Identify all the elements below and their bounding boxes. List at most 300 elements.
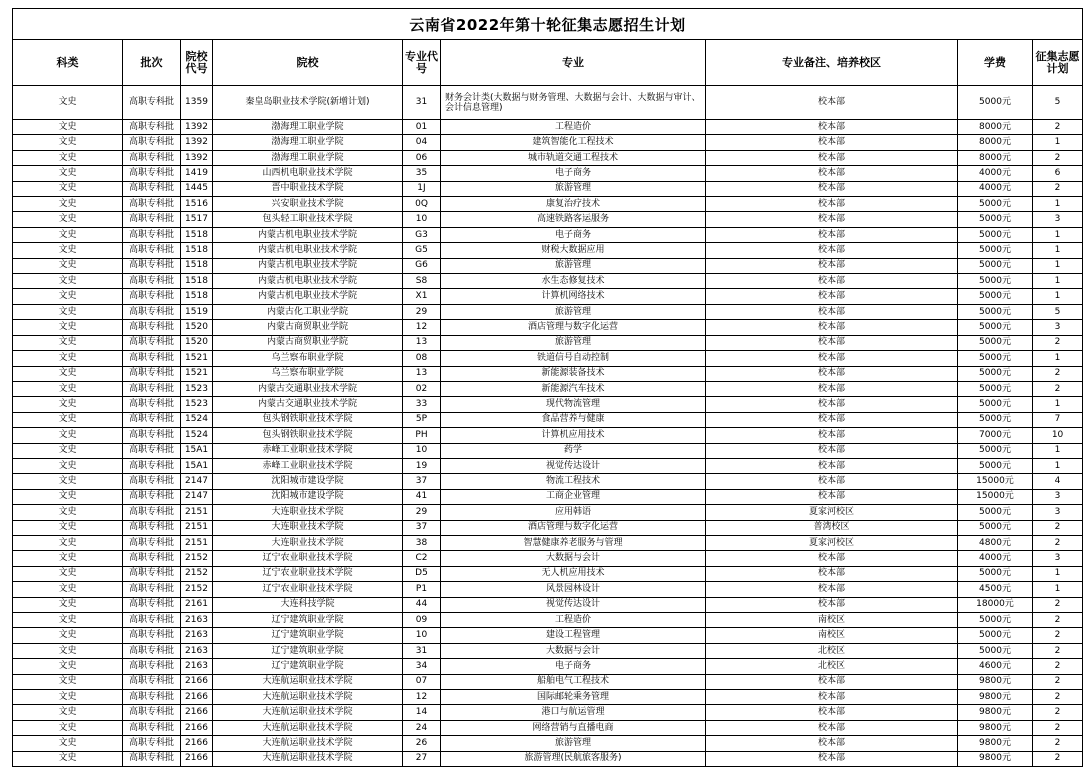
cell-batch: 高职专科批 [123, 705, 181, 720]
cell-note: 校本部 [706, 258, 958, 273]
cell-note: 校本部 [706, 458, 958, 473]
cell-major-code: 37 [403, 474, 441, 489]
cell-major: 水生态修复技术 [441, 274, 706, 289]
table-row [13, 505, 1083, 520]
cell-school-code: 2166 [181, 736, 213, 751]
cell-school-code: 2166 [181, 690, 213, 705]
cell-note: 校本部 [706, 705, 958, 720]
cell-batch: 高职专科批 [123, 720, 181, 735]
cell-school: 大连职业技术学院 [213, 505, 403, 520]
header-row [13, 40, 1083, 86]
cell-major: 无人机应用技术 [441, 566, 706, 581]
cell-major: 药学 [441, 443, 706, 458]
cell-major-code: 44 [403, 597, 441, 612]
cell-plan: 2 [1033, 535, 1083, 550]
cell-batch: 高职专科批 [123, 166, 181, 181]
cell-major-code: 41 [403, 489, 441, 504]
cell-note: 校本部 [706, 474, 958, 489]
cell-school-code: 1523 [181, 397, 213, 412]
cell-tuition: 5000元 [958, 366, 1033, 381]
cell-major-code: 31 [403, 86, 441, 120]
cell-note: 校本部 [706, 674, 958, 689]
cell-batch: 高职专科批 [123, 258, 181, 273]
cell-major-code: 29 [403, 304, 441, 319]
cell-category: 文史 [13, 381, 123, 396]
cell-note: 校本部 [706, 582, 958, 597]
cell-batch: 高职专科批 [123, 474, 181, 489]
cell-school: 渤海理工职业学院 [213, 135, 403, 150]
cell-tuition: 5000元 [958, 443, 1033, 458]
cell-plan: 2 [1033, 643, 1083, 658]
cell-plan: 2 [1033, 628, 1083, 643]
cell-note: 南校区 [706, 628, 958, 643]
cell-plan: 2 [1033, 705, 1083, 720]
cell-major: 工程造价 [441, 613, 706, 628]
cell-plan: 2 [1033, 613, 1083, 628]
cell-major: 电子商务 [441, 227, 706, 242]
cell-category: 文史 [13, 86, 123, 120]
table-row [13, 489, 1083, 504]
cell-school-code: 1516 [181, 197, 213, 212]
table-row [13, 304, 1083, 319]
cell-note: 校本部 [706, 212, 958, 227]
cell-tuition: 5000元 [958, 197, 1033, 212]
cell-plan: 3 [1033, 320, 1083, 335]
cell-batch: 高职专科批 [123, 566, 181, 581]
table-row [13, 566, 1083, 581]
cell-plan: 2 [1033, 751, 1083, 766]
cell-plan: 1 [1033, 566, 1083, 581]
cell-plan: 1 [1033, 397, 1083, 412]
cell-major-code: 08 [403, 351, 441, 366]
cell-school-code: 1392 [181, 120, 213, 135]
cell-school-code: 2166 [181, 720, 213, 735]
cell-category: 文史 [13, 458, 123, 473]
cell-plan: 2 [1033, 120, 1083, 135]
cell-major: 计算机应用技术 [441, 428, 706, 443]
cell-plan: 3 [1033, 489, 1083, 504]
cell-tuition: 18000元 [958, 597, 1033, 612]
cell-tuition: 5000元 [958, 227, 1033, 242]
cell-school: 赤峰工业职业技术学院 [213, 443, 403, 458]
cell-category: 文史 [13, 720, 123, 735]
cell-batch: 高职专科批 [123, 366, 181, 381]
cell-category: 文史 [13, 628, 123, 643]
header-school: 院校 [213, 40, 403, 86]
cell-school-code: 2166 [181, 751, 213, 766]
cell-batch: 高职专科批 [123, 335, 181, 350]
cell-batch: 高职专科批 [123, 613, 181, 628]
cell-plan: 1 [1033, 243, 1083, 258]
cell-school-code: 2161 [181, 597, 213, 612]
cell-batch: 高职专科批 [123, 443, 181, 458]
cell-school: 大连科技学院 [213, 597, 403, 612]
cell-school: 内蒙古机电职业技术学院 [213, 227, 403, 242]
cell-major-code: PH [403, 428, 441, 443]
cell-batch: 高职专科批 [123, 458, 181, 473]
table-row [13, 166, 1083, 181]
cell-tuition: 4000元 [958, 551, 1033, 566]
cell-major: 酒店管理与数字化运营 [441, 320, 706, 335]
header-tuition: 学费 [958, 40, 1033, 86]
cell-category: 文史 [13, 181, 123, 196]
cell-category: 文史 [13, 582, 123, 597]
cell-category: 文史 [13, 366, 123, 381]
cell-school: 内蒙古机电职业技术学院 [213, 289, 403, 304]
cell-major: 工程造价 [441, 120, 706, 135]
cell-major: 船舶电气工程技术 [441, 674, 706, 689]
cell-major-code: 37 [403, 520, 441, 535]
cell-batch: 高职专科批 [123, 243, 181, 258]
cell-category: 文史 [13, 351, 123, 366]
cell-plan: 1 [1033, 289, 1083, 304]
cell-major-code: G6 [403, 258, 441, 273]
cell-plan: 1 [1033, 135, 1083, 150]
cell-major: 旅游管理 [441, 335, 706, 350]
cell-plan: 2 [1033, 736, 1083, 751]
cell-school: 乌兰察布职业学院 [213, 366, 403, 381]
cell-category: 文史 [13, 428, 123, 443]
cell-category: 文史 [13, 150, 123, 165]
cell-plan: 2 [1033, 520, 1083, 535]
cell-plan: 7 [1033, 412, 1083, 427]
table-row [13, 535, 1083, 550]
cell-batch: 高职专科批 [123, 428, 181, 443]
cell-batch: 高职专科批 [123, 120, 181, 135]
cell-school: 大连航运职业技术学院 [213, 751, 403, 766]
cell-tuition: 5000元 [958, 381, 1033, 396]
cell-plan: 2 [1033, 150, 1083, 165]
cell-major-code: 35 [403, 166, 441, 181]
cell-note: 校本部 [706, 736, 958, 751]
cell-school-code: 2151 [181, 535, 213, 550]
cell-major-code: 34 [403, 659, 441, 674]
table-row [13, 135, 1083, 150]
cell-tuition: 9800元 [958, 751, 1033, 766]
table-row [13, 551, 1083, 566]
cell-batch: 高职专科批 [123, 643, 181, 658]
cell-plan: 2 [1033, 366, 1083, 381]
cell-category: 文史 [13, 643, 123, 658]
cell-major-code: 12 [403, 320, 441, 335]
table-row [13, 181, 1083, 196]
cell-school: 大连航运职业技术学院 [213, 690, 403, 705]
cell-school-code: 2152 [181, 551, 213, 566]
cell-note: 校本部 [706, 289, 958, 304]
header-batch: 批次 [123, 40, 181, 86]
cell-plan: 10 [1033, 428, 1083, 443]
table-row [13, 258, 1083, 273]
table-row [13, 520, 1083, 535]
cell-school-code: 2151 [181, 505, 213, 520]
cell-tuition: 9800元 [958, 720, 1033, 735]
cell-school: 辽宁建筑职业学院 [213, 643, 403, 658]
cell-major: 建筑智能化工程技术 [441, 135, 706, 150]
cell-batch: 高职专科批 [123, 690, 181, 705]
cell-major-code: 10 [403, 443, 441, 458]
cell-batch: 高职专科批 [123, 582, 181, 597]
cell-category: 文史 [13, 227, 123, 242]
cell-school: 大连航运职业技术学院 [213, 674, 403, 689]
cell-tuition: 5000元 [958, 643, 1033, 658]
cell-plan: 3 [1033, 505, 1083, 520]
cell-major-code: 10 [403, 628, 441, 643]
cell-major-code: 13 [403, 366, 441, 381]
cell-school: 大连职业技术学院 [213, 535, 403, 550]
cell-batch: 高职专科批 [123, 551, 181, 566]
cell-category: 文史 [13, 659, 123, 674]
table-row [13, 412, 1083, 427]
cell-batch: 高职专科批 [123, 597, 181, 612]
cell-school-code: 2152 [181, 582, 213, 597]
cell-tuition: 15000元 [958, 489, 1033, 504]
cell-school: 辽宁农业职业技术学院 [213, 566, 403, 581]
cell-major-code: G5 [403, 243, 441, 258]
cell-tuition: 5000元 [958, 304, 1033, 319]
cell-school: 内蒙古交通职业技术学院 [213, 381, 403, 396]
cell-note: 校本部 [706, 597, 958, 612]
header-category: 科类 [13, 40, 123, 86]
cell-batch: 高职专科批 [123, 489, 181, 504]
cell-school: 辽宁建筑职业学院 [213, 659, 403, 674]
cell-plan: 1 [1033, 458, 1083, 473]
cell-major: 视觉传达设计 [441, 458, 706, 473]
cell-plan: 1 [1033, 227, 1083, 242]
cell-tuition: 9800元 [958, 674, 1033, 689]
cell-tuition: 5000元 [958, 243, 1033, 258]
cell-major-code: S8 [403, 274, 441, 289]
cell-school: 内蒙古机电职业技术学院 [213, 243, 403, 258]
cell-plan: 3 [1033, 212, 1083, 227]
cell-major: 物流工程技术 [441, 474, 706, 489]
cell-note: 校本部 [706, 320, 958, 335]
header-school-code: 院校代号 [181, 40, 213, 86]
cell-school-code: 1518 [181, 289, 213, 304]
cell-note: 校本部 [706, 135, 958, 150]
cell-school: 内蒙古商贸职业学院 [213, 320, 403, 335]
cell-category: 文史 [13, 520, 123, 535]
cell-note: 校本部 [706, 227, 958, 242]
cell-note: 校本部 [706, 366, 958, 381]
cell-note: 校本部 [706, 335, 958, 350]
cell-school-code: 15A1 [181, 458, 213, 473]
cell-batch: 高职专科批 [123, 304, 181, 319]
cell-school-code: 1518 [181, 227, 213, 242]
cell-note: 校本部 [706, 443, 958, 458]
cell-tuition: 5000元 [958, 86, 1033, 120]
cell-school-code: 2147 [181, 489, 213, 504]
cell-tuition: 5000元 [958, 412, 1033, 427]
cell-note: 校本部 [706, 120, 958, 135]
cell-plan: 2 [1033, 181, 1083, 196]
cell-school-code: 1523 [181, 381, 213, 396]
cell-major: 旅游管理 [441, 181, 706, 196]
cell-major-code: 31 [403, 643, 441, 658]
cell-tuition: 5000元 [958, 335, 1033, 350]
cell-major-code: 29 [403, 505, 441, 520]
cell-major: 智慧健康养老服务与管理 [441, 535, 706, 550]
table-row [13, 397, 1083, 412]
table-row [13, 335, 1083, 350]
cell-major-code: 19 [403, 458, 441, 473]
cell-batch: 高职专科批 [123, 197, 181, 212]
cell-school: 内蒙古机电职业技术学院 [213, 258, 403, 273]
cell-school-code: 1518 [181, 274, 213, 289]
cell-school: 渤海理工职业学院 [213, 150, 403, 165]
cell-note: 夏家河校区 [706, 505, 958, 520]
table-row [13, 597, 1083, 612]
cell-plan: 2 [1033, 690, 1083, 705]
cell-note: 校本部 [706, 181, 958, 196]
cell-batch: 高职专科批 [123, 381, 181, 396]
table-row [13, 690, 1083, 705]
cell-tuition: 5000元 [958, 505, 1033, 520]
cell-school-code: 1524 [181, 428, 213, 443]
cell-note: 校本部 [706, 690, 958, 705]
cell-major-code: 12 [403, 690, 441, 705]
cell-major: 计算机网络技术 [441, 289, 706, 304]
cell-category: 文史 [13, 166, 123, 181]
cell-note: 校本部 [706, 489, 958, 504]
cell-school-code: 2147 [181, 474, 213, 489]
cell-school-code: 1521 [181, 351, 213, 366]
cell-plan: 2 [1033, 597, 1083, 612]
cell-note: 夏家河校区 [706, 535, 958, 550]
cell-school: 内蒙古化工职业学院 [213, 304, 403, 319]
cell-category: 文史 [13, 289, 123, 304]
cell-batch: 高职专科批 [123, 320, 181, 335]
cell-major: 视觉传达设计 [441, 597, 706, 612]
cell-school-code: 1445 [181, 181, 213, 196]
cell-school: 包头轻工职业技术学院 [213, 212, 403, 227]
cell-school-code: 2151 [181, 520, 213, 535]
cell-school: 大连航运职业技术学院 [213, 720, 403, 735]
table-row [13, 674, 1083, 689]
table-body [13, 86, 1083, 767]
cell-tuition: 8000元 [958, 150, 1033, 165]
cell-category: 文史 [13, 135, 123, 150]
cell-major: 旅游管理(民航旅客服务) [441, 751, 706, 766]
cell-major: 财税大数据应用 [441, 243, 706, 258]
cell-major: 现代物流管理 [441, 397, 706, 412]
cell-school: 乌兰察布职业学院 [213, 351, 403, 366]
cell-major-code: X1 [403, 289, 441, 304]
cell-batch: 高职专科批 [123, 86, 181, 120]
cell-category: 文史 [13, 489, 123, 504]
table-row [13, 212, 1083, 227]
table-row [13, 274, 1083, 289]
cell-batch: 高职专科批 [123, 412, 181, 427]
cell-school-code: 2166 [181, 705, 213, 720]
cell-major: 财务会计类(大数据与财务管理、大数据与会计、大数据与审计、会计信息管理) [441, 86, 706, 120]
table-row [13, 351, 1083, 366]
cell-tuition: 9800元 [958, 705, 1033, 720]
table-row [13, 150, 1083, 165]
cell-plan: 3 [1033, 551, 1083, 566]
table-row [13, 458, 1083, 473]
cell-plan: 2 [1033, 720, 1083, 735]
cell-category: 文史 [13, 320, 123, 335]
cell-category: 文史 [13, 566, 123, 581]
cell-school-code: 1520 [181, 335, 213, 350]
cell-school-code: 1419 [181, 166, 213, 181]
cell-school: 大连航运职业技术学院 [213, 705, 403, 720]
cell-school: 大连航运职业技术学院 [213, 736, 403, 751]
cell-note: 校本部 [706, 274, 958, 289]
cell-major-code: 24 [403, 720, 441, 735]
cell-batch: 高职专科批 [123, 351, 181, 366]
cell-school: 辽宁建筑职业学院 [213, 613, 403, 628]
cell-major: 旅游管理 [441, 304, 706, 319]
cell-school-code: 2163 [181, 613, 213, 628]
cell-plan: 1 [1033, 443, 1083, 458]
cell-note: 校本部 [706, 381, 958, 396]
cell-school-code: 1519 [181, 304, 213, 319]
cell-category: 文史 [13, 674, 123, 689]
cell-tuition: 8000元 [958, 120, 1033, 135]
cell-category: 文史 [13, 335, 123, 350]
cell-batch: 高职专科批 [123, 212, 181, 227]
cell-note: 校本部 [706, 150, 958, 165]
cell-tuition: 5000元 [958, 628, 1033, 643]
cell-major-code: 33 [403, 397, 441, 412]
cell-category: 文史 [13, 197, 123, 212]
cell-major: 电子商务 [441, 659, 706, 674]
cell-note: 普湾校区 [706, 520, 958, 535]
cell-plan: 1 [1033, 582, 1083, 597]
cell-category: 文史 [13, 274, 123, 289]
cell-major: 新能源装备技术 [441, 366, 706, 381]
cell-school-code: 1524 [181, 412, 213, 427]
cell-tuition: 15000元 [958, 474, 1033, 489]
cell-category: 文史 [13, 736, 123, 751]
cell-note: 校本部 [706, 566, 958, 581]
cell-batch: 高职专科批 [123, 628, 181, 643]
cell-major-code: 09 [403, 613, 441, 628]
cell-batch: 高职专科批 [123, 150, 181, 165]
cell-school-code: 1517 [181, 212, 213, 227]
cell-category: 文史 [13, 751, 123, 766]
cell-school: 辽宁农业职业技术学院 [213, 551, 403, 566]
cell-tuition: 8000元 [958, 135, 1033, 150]
cell-school-code: 1518 [181, 243, 213, 258]
cell-tuition: 4000元 [958, 166, 1033, 181]
cell-tuition: 4600元 [958, 659, 1033, 674]
cell-tuition: 5000元 [958, 320, 1033, 335]
cell-major: 食品营养与健康 [441, 412, 706, 427]
cell-major-code: P1 [403, 582, 441, 597]
table-row [13, 751, 1083, 766]
cell-category: 文史 [13, 243, 123, 258]
cell-batch: 高职专科批 [123, 397, 181, 412]
cell-tuition: 4500元 [958, 582, 1033, 597]
cell-school: 内蒙古交通职业技术学院 [213, 397, 403, 412]
cell-school: 赤峰工业职业技术学院 [213, 458, 403, 473]
table-row [13, 86, 1083, 120]
cell-tuition: 5000元 [958, 566, 1033, 581]
cell-note: 校本部 [706, 720, 958, 735]
cell-category: 文史 [13, 258, 123, 273]
cell-tuition: 5000元 [958, 289, 1033, 304]
cell-note: 校本部 [706, 86, 958, 120]
cell-category: 文史 [13, 304, 123, 319]
table-row [13, 628, 1083, 643]
cell-major-code: 27 [403, 751, 441, 766]
cell-school: 内蒙古机电职业技术学院 [213, 274, 403, 289]
cell-tuition: 4000元 [958, 181, 1033, 196]
cell-school-code: 2163 [181, 643, 213, 658]
cell-major: 港口与航运管理 [441, 705, 706, 720]
